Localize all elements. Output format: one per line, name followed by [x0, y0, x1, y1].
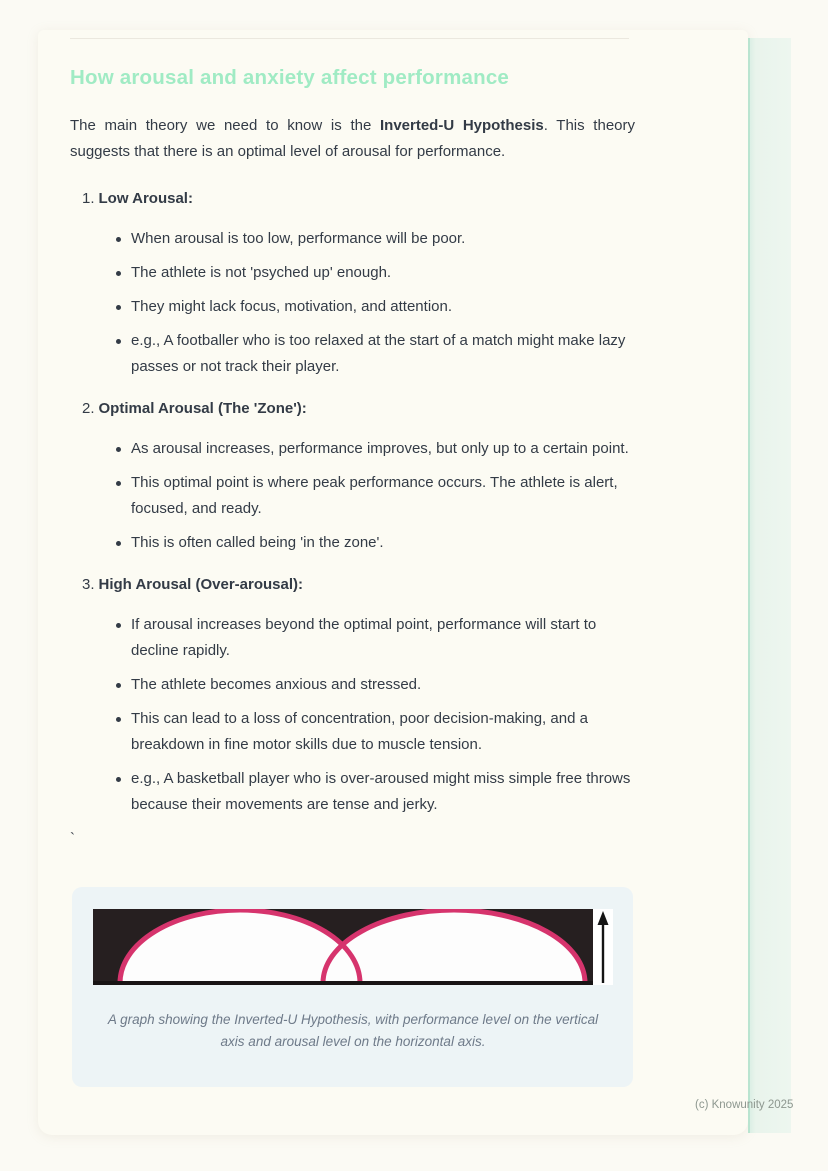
inverted-u-curves-image — [93, 909, 593, 985]
list-number: 2. — [82, 400, 95, 417]
bullet-list — [70, 612, 635, 818]
intro-text-pre: The main theory we need to know is the — [70, 117, 380, 134]
intro-bold-term: Inverted-U Hypothesis — [379, 117, 544, 134]
bullet-list — [70, 226, 635, 380]
section-label: High Arousal (Over-arousal): — [98, 576, 303, 593]
figure-card — [72, 887, 633, 1087]
section-heading-high-arousal — [70, 572, 635, 598]
copyright-notice: (c) Knowunity 2025 — [695, 1099, 794, 1111]
section-heading-optimal-arousal — [70, 396, 635, 422]
list-item: They might lack focus, motivation, and attention. — [131, 294, 631, 320]
list-item: This optimal point is where peak performance occurs. The athlete is alert, focused, and ready. — [131, 470, 631, 522]
bullet-list — [70, 436, 635, 556]
article — [70, 30, 635, 1087]
list-item: This is often called being 'in the zone'. — [131, 530, 631, 556]
list-item: This can lead to a loss of concentration, poor decision-making, and a breakdown in fine motor skills due to muscle tension. — [131, 706, 631, 758]
intro-paragraph — [70, 113, 635, 165]
inverted-u-graph — [93, 909, 613, 985]
intro-text-post: . This theory suggests that there is an optimal level of arousal for performance. — [70, 117, 635, 160]
list-item: As arousal increases, performance improves, but only up to a certain point. — [131, 436, 631, 462]
list-item: e.g., A basketball player who is over-aroused might miss simple free throws because their movements are tense and jerky. — [131, 766, 631, 818]
list-item: If arousal increases beyond the optimal point, performance will start to decline rapidly. — [131, 612, 631, 664]
list-item: The athlete becomes anxious and stressed. — [131, 672, 631, 698]
section-heading-low-arousal — [70, 186, 635, 212]
list-item: When arousal is too low, performance will be poor. — [131, 226, 631, 252]
list-number: 1. — [82, 190, 95, 207]
arrow-head — [598, 911, 609, 925]
section-label: Optimal Arousal (The 'Zone'): — [98, 400, 307, 417]
list-number: 3. — [82, 576, 95, 593]
performance-axis-arrow-icon — [593, 909, 613, 985]
horizontal-axis — [93, 981, 593, 985]
list-item: e.g., A footballer who is too relaxed at the start of a match might make lazy passes or not track their player. — [131, 328, 631, 380]
figure-caption: A graph showing the Inverted-U Hypothesis, with performance level on the vertical axis and arousal level on the horizontal axis. — [107, 1012, 599, 1049]
list-item: The athlete is not 'psyched up' enough. — [131, 260, 631, 286]
stray-backtick: ` — [70, 830, 75, 847]
section-label: Low Arousal: — [98, 190, 193, 207]
right-edge-strip — [748, 38, 791, 1133]
top-divider — [70, 38, 629, 39]
page-title: How arousal and anxiety affect performance — [70, 66, 510, 89]
